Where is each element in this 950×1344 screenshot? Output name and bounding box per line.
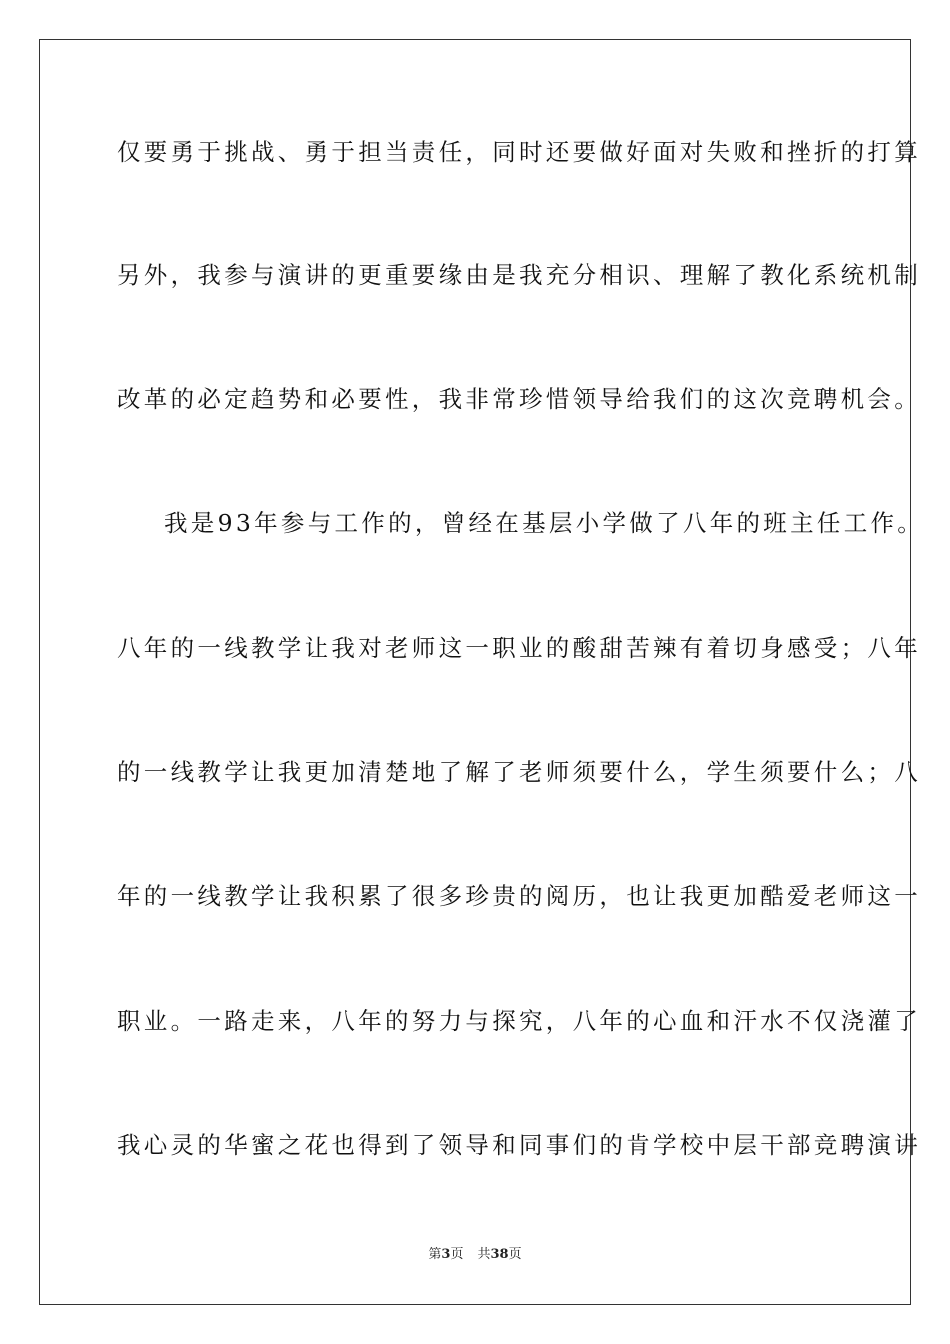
page-number: 3 [441, 1247, 451, 1262]
body-line-2: 另外，我参与演讲的更重要缘由是我充分相识、理解了教化系统机制 [117, 261, 921, 289]
total-prefix: 共 [477, 1247, 491, 1262]
total-suffix: 页 [508, 1247, 522, 1262]
total-pages: 38 [490, 1247, 509, 1262]
body-line-1: 仅要勇于挑战、勇于担当责任，同时还要做好面对失败和挫折的打算 [117, 138, 921, 166]
body-line-8: 职业。一路走来，八年的努力与探究，八年的心血和汗水不仅浇灌了 [117, 1007, 921, 1035]
page-border [39, 39, 911, 1305]
page-suffix: 页 [450, 1247, 464, 1262]
page-prefix: 第 [428, 1247, 442, 1262]
body-line-6: 的一线教学让我更加清楚地了解了老师须要什么，学生须要什么；八 [117, 758, 921, 786]
body-line-9: 我心灵的华蜜之花也得到了领导和同事们的肯学校中层干部竞聘演讲 [117, 1131, 921, 1159]
body-line-4: 我是93年参与工作的，曾经在基层小学做了八年的班主任工作。 [164, 509, 925, 537]
page-footer [0, 1246, 950, 1264]
body-line-3: 改革的必定趋势和必要性，我非常珍惜领导给我们的这次竞聘机会。 [117, 385, 921, 413]
body-line-7: 年的一线教学让我积累了很多珍贵的阅历，也让我更加酷爱老师这一 [117, 882, 921, 910]
body-line-5: 八年的一线教学让我对老师这一职业的酸甜苦辣有着切身感受；八年 [117, 634, 921, 662]
